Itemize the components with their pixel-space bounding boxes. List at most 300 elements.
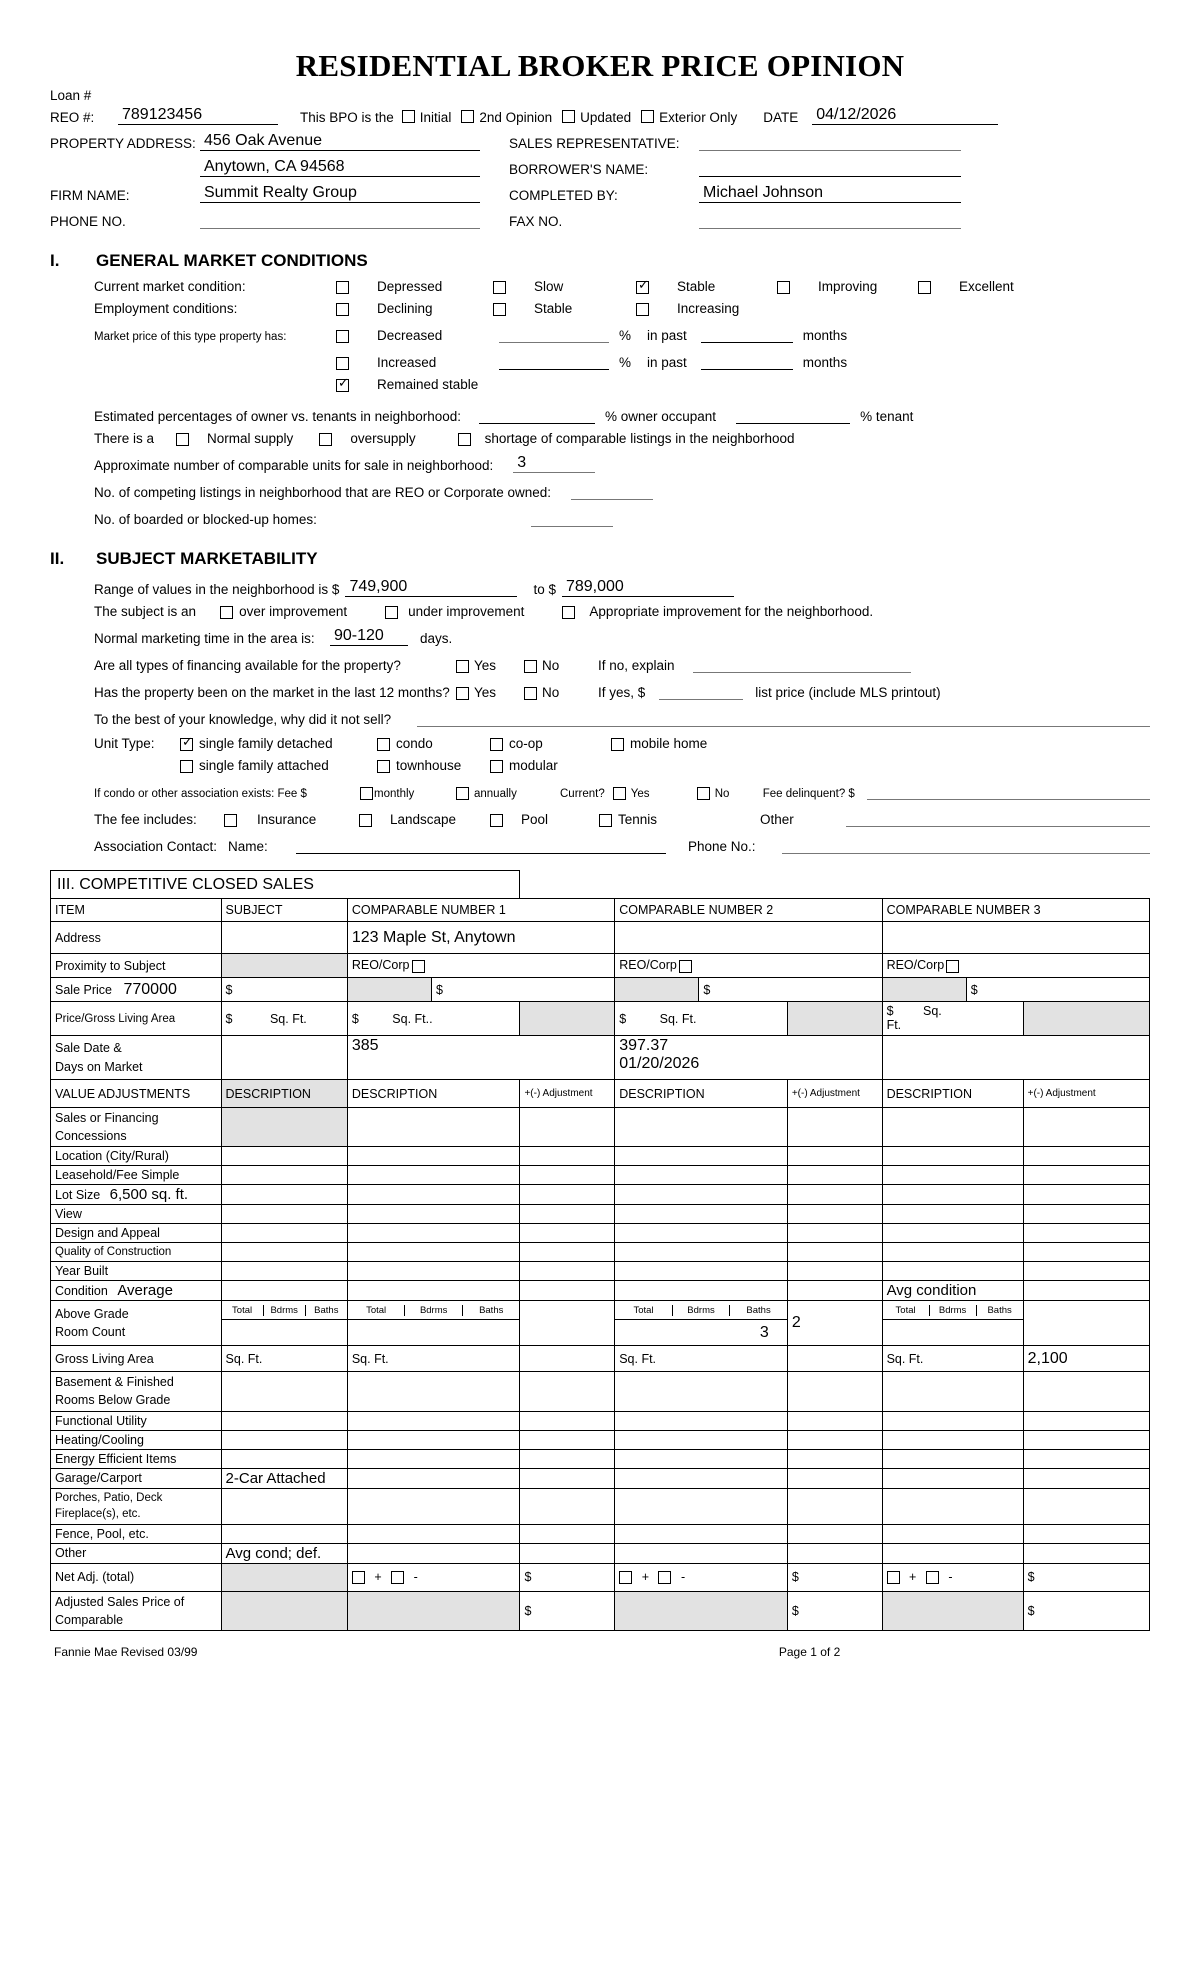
price-gla-c2-cell[interactable]	[615, 1002, 788, 1036]
checkbox-financing-no[interactable]	[524, 660, 537, 673]
net-adj-c3-adj[interactable]	[1023, 1563, 1149, 1591]
borrower-field[interactable]	[699, 157, 961, 177]
heating-c3-desc[interactable]	[882, 1430, 1023, 1449]
basement-subject[interactable]	[221, 1372, 347, 1411]
quality-c3-desc[interactable]	[882, 1243, 1023, 1262]
range-low-field[interactable]	[345, 577, 517, 597]
dollar-adjprice-c3: $	[1027, 1603, 1035, 1618]
yearbuilt-c3-desc[interactable]	[882, 1262, 1023, 1281]
row-label-adjusted-price	[51, 1591, 222, 1630]
proximity-c3-cell[interactable]	[882, 954, 1149, 978]
row-label-other: Other	[51, 1543, 222, 1563]
sales-financing-c3-desc[interactable]	[882, 1108, 1023, 1147]
roomcount-subject-values[interactable]	[221, 1320, 347, 1346]
checkbox-fee-monthly[interactable]	[360, 787, 373, 800]
row-label-heating-cooling: Heating/Cooling	[51, 1430, 222, 1449]
lot-size-c3-adj[interactable]	[1023, 1185, 1149, 1205]
yearbuilt-c2-desc[interactable]	[615, 1262, 788, 1281]
header-block	[50, 88, 1150, 229]
checkbox-oversupply[interactable]	[319, 433, 332, 446]
porches-c3-desc[interactable]	[882, 1488, 1023, 1524]
adj-price-c1-shade	[347, 1591, 520, 1630]
heating-c1-desc[interactable]	[347, 1430, 520, 1449]
marketing-time-field[interactable]	[330, 626, 408, 646]
porches-c2-adj[interactable]	[787, 1488, 882, 1524]
design-c1-desc[interactable]	[347, 1224, 520, 1243]
energy-c1-adj[interactable]	[520, 1449, 615, 1468]
row-label-quality: Quality of Construction	[51, 1243, 222, 1262]
sale-price-subject-cell[interactable]	[221, 978, 347, 1002]
leasehold-c3-desc[interactable]	[882, 1166, 1023, 1185]
sqft-subject: Sq. Ft.	[269, 1011, 307, 1026]
reo-field[interactable]	[118, 105, 278, 125]
energy-c3-desc[interactable]	[882, 1449, 1023, 1468]
leasehold-c3-adj[interactable]	[1023, 1166, 1149, 1185]
checkbox-over-improvement[interactable]	[220, 606, 233, 619]
checkbox-townhouse[interactable]	[377, 760, 390, 773]
fence-c2-adj[interactable]	[787, 1524, 882, 1543]
on-market-label: Has the property been on the market in the last 12 months?	[94, 685, 450, 700]
assoc-name-field[interactable]	[296, 834, 666, 854]
heating-c1-adj[interactable]	[520, 1430, 615, 1449]
functional-subject[interactable]	[221, 1411, 347, 1430]
heating-c3-adj[interactable]	[1023, 1430, 1149, 1449]
approx-comparable-field[interactable]	[513, 453, 595, 473]
sale-price-c1-cell[interactable]	[432, 978, 615, 1002]
view-c2-desc[interactable]	[615, 1205, 788, 1224]
design-subject[interactable]	[221, 1224, 347, 1243]
unit-condo-label: condo	[396, 736, 433, 751]
date-field[interactable]	[812, 105, 998, 125]
fence-c3-desc[interactable]	[882, 1524, 1023, 1543]
fence-subject[interactable]	[221, 1524, 347, 1543]
checkbox-under-improvement[interactable]	[385, 606, 398, 619]
checkbox-net-adj-minus-c3[interactable]	[926, 1571, 939, 1584]
checkbox-updated[interactable]	[562, 110, 575, 123]
adj-price-label-1: Adjusted Sales Price of	[55, 1594, 185, 1609]
sale-price-c2-cell[interactable]	[699, 978, 882, 1002]
condition-c3-adj[interactable]	[1023, 1281, 1149, 1301]
view-subject[interactable]	[221, 1205, 347, 1224]
subject-is-label: The subject is an	[94, 604, 197, 619]
garage-c2-adj[interactable]	[787, 1468, 882, 1488]
lot-size-c1-adj[interactable]	[520, 1185, 615, 1205]
increased-pct-field[interactable]	[499, 350, 609, 370]
quality-subject[interactable]	[221, 1243, 347, 1262]
net-adj-c1-adj[interactable]	[520, 1563, 615, 1591]
sales-financing-subject	[221, 1108, 347, 1147]
checkbox-modular[interactable]	[490, 760, 503, 773]
yearbuilt-c3-adj[interactable]	[1023, 1262, 1149, 1281]
view-c1-adj[interactable]	[520, 1205, 615, 1224]
net-adj-c2-desc[interactable]	[615, 1563, 788, 1591]
checkbox-net-adj-plus-c1[interactable]	[352, 1571, 365, 1584]
other-field[interactable]	[846, 807, 1150, 827]
unit-sfd-label: single family detached	[199, 736, 333, 751]
assoc-phone-field[interactable]	[782, 834, 1150, 854]
mini-bdrms-c1: Bdrms	[405, 1305, 463, 1316]
section-2-heading	[50, 549, 1150, 569]
address-subject-cell[interactable]	[221, 922, 347, 954]
proximity-c1-cell[interactable]	[347, 954, 614, 978]
checkbox-condo[interactable]	[377, 738, 390, 751]
condition-c2-desc[interactable]	[615, 1281, 788, 1301]
condition-c2-adj[interactable]	[787, 1281, 882, 1301]
garage-c1-adj[interactable]	[520, 1468, 615, 1488]
bpo-option-exterior-label: Exterior Only	[659, 110, 738, 125]
garage-c3-adj[interactable]	[1023, 1468, 1149, 1488]
reo-value: 789123456	[122, 106, 203, 123]
functional-c2-adj[interactable]	[787, 1411, 882, 1430]
leasehold-c2-desc[interactable]	[615, 1166, 788, 1185]
price-gla-c2-shade	[787, 1002, 882, 1036]
lot-size-c2-desc[interactable]	[615, 1185, 788, 1205]
leasehold-c2-adj[interactable]	[787, 1166, 882, 1185]
checkbox-stable-market[interactable]	[636, 281, 649, 294]
heating-c2-desc[interactable]	[615, 1430, 788, 1449]
other-c3-desc[interactable]	[882, 1543, 1023, 1563]
porches-c2-desc[interactable]	[615, 1488, 788, 1524]
location-c2-adj[interactable]	[787, 1147, 882, 1166]
dollar-c1: $	[436, 982, 443, 997]
sales-rep-field[interactable]	[699, 131, 961, 151]
checkbox-normal-supply[interactable]	[176, 433, 189, 446]
dollar-adjprice-c1: $	[524, 1603, 532, 1618]
sale-price-c3-cell[interactable]	[966, 978, 1149, 1002]
location-c3-desc[interactable]	[882, 1147, 1023, 1166]
yearbuilt-subject[interactable]	[221, 1262, 347, 1281]
adj-price-c3-adj[interactable]	[1023, 1591, 1149, 1630]
section-2-body	[50, 577, 1150, 854]
checkbox-mobile-home[interactable]	[611, 738, 624, 751]
other-c2-desc[interactable]	[615, 1543, 788, 1563]
address-c1-cell[interactable]: 123 Maple St, Anytown	[347, 922, 614, 954]
sales-financing-c1-adj[interactable]	[520, 1108, 615, 1147]
basement-c2-adj[interactable]	[787, 1372, 882, 1411]
property-address-line2-field[interactable]	[200, 157, 480, 177]
sale-date-c1-cell[interactable]: 385	[347, 1036, 614, 1080]
checkbox-depressed[interactable]	[336, 281, 349, 294]
fax-field[interactable]	[699, 209, 961, 229]
quality-c2-desc[interactable]	[615, 1243, 788, 1262]
gla-c2-adj[interactable]	[787, 1346, 882, 1372]
assoc-name-label: Name:	[228, 839, 268, 854]
condition-c1-desc[interactable]	[347, 1281, 520, 1301]
table-row	[51, 1147, 1150, 1166]
boarded-homes-label: No. of boarded or blocked-up homes:	[94, 512, 317, 527]
checkbox-increased[interactable]	[336, 357, 349, 370]
functional-c3-adj[interactable]	[1023, 1411, 1149, 1430]
yearbuilt-c2-adj[interactable]	[787, 1262, 882, 1281]
adj-price-c2-adj[interactable]	[787, 1591, 882, 1630]
roomcount-c2-adj[interactable]: 2	[787, 1301, 882, 1346]
energy-c2-desc[interactable]	[615, 1449, 788, 1468]
porches-c3-adj[interactable]	[1023, 1488, 1149, 1524]
functional-c1-desc[interactable]	[347, 1411, 520, 1430]
unit-type-row-1	[94, 736, 1150, 751]
checkbox-single-family-attached[interactable]	[180, 760, 193, 773]
net-adj-c1-desc[interactable]	[347, 1563, 520, 1591]
address-c3-cell[interactable]	[882, 922, 1149, 954]
basement-c3-desc[interactable]	[882, 1372, 1023, 1411]
checkbox-exterior-only[interactable]	[641, 110, 654, 123]
checkbox-assoc-current-no[interactable]	[697, 787, 710, 800]
row-label-net-adj: Net Adj. (total)	[51, 1563, 222, 1591]
checkbox-assoc-current-yes[interactable]	[613, 787, 626, 800]
condition-subject[interactable]	[221, 1281, 347, 1301]
checkbox-slow[interactable]	[493, 281, 506, 294]
sale-price-c2-shade	[615, 978, 699, 1002]
option-oversupply-label: oversupply	[350, 431, 416, 446]
porches-subject[interactable]	[221, 1488, 347, 1524]
bpo-option-initial-label: Initial	[419, 110, 452, 125]
why-not-sell-field[interactable]	[417, 707, 1150, 727]
roomcount-c1-values[interactable]	[347, 1320, 520, 1346]
condition-c1-adj[interactable]	[520, 1281, 615, 1301]
quality-c1-desc[interactable]	[347, 1243, 520, 1262]
option-excellent-label: Excellent	[959, 279, 1014, 294]
checkbox-excellent[interactable]	[918, 281, 931, 294]
basement-c1-adj[interactable]	[520, 1372, 615, 1411]
table-row	[51, 1411, 1150, 1430]
financing-explain-field[interactable]	[693, 653, 911, 673]
va-subject-desc: DESCRIPTION	[221, 1080, 347, 1108]
sale-date-c2-cell[interactable]	[615, 1036, 882, 1080]
design-c2-adj[interactable]	[787, 1224, 882, 1243]
checkbox-decreased[interactable]	[336, 330, 349, 343]
checkbox-2nd-opinion[interactable]	[461, 110, 474, 123]
condition-c3-desc[interactable]: Avg condition	[882, 1281, 1023, 1301]
condition-subject-hand: Average	[117, 1282, 173, 1300]
location-c2-desc[interactable]	[615, 1147, 788, 1166]
checkbox-financing-yes[interactable]	[456, 660, 469, 673]
view-c2-adj[interactable]	[787, 1205, 882, 1224]
roomcount-c3-adj[interactable]	[1023, 1301, 1149, 1346]
design-c3-adj[interactable]	[1023, 1224, 1149, 1243]
quality-c2-adj[interactable]	[787, 1243, 882, 1262]
sale-date-subject-cell[interactable]	[221, 1036, 347, 1080]
sales-financing-c2-adj[interactable]	[787, 1108, 882, 1147]
checkbox-appropriate-improvement[interactable]	[562, 606, 575, 619]
other-c3-adj[interactable]	[1023, 1543, 1149, 1563]
financing-explain-label: If no, explain	[598, 658, 675, 673]
gla-c3-desc[interactable]: Sq. Ft.	[882, 1346, 1023, 1372]
fence-c1-desc[interactable]	[347, 1524, 520, 1543]
sales-financing-c3-adj[interactable]	[1023, 1108, 1149, 1147]
location-c1-desc[interactable]	[347, 1147, 520, 1166]
on-market-row	[94, 680, 1150, 700]
checkbox-increasing[interactable]	[636, 303, 649, 316]
checkbox-fee-annually[interactable]	[456, 787, 469, 800]
onmarket-price-field[interactable]	[659, 680, 743, 700]
checkbox-onmarket-no[interactable]	[524, 687, 537, 700]
assoc-fee-label: If condo or other association exists: Fee $	[94, 788, 307, 800]
net-adj-c2-adj[interactable]	[787, 1563, 882, 1591]
energy-c3-adj[interactable]	[1023, 1449, 1149, 1468]
other-c1-adj[interactable]	[520, 1543, 615, 1563]
boarded-homes-field[interactable]	[531, 507, 613, 527]
fence-c3-adj[interactable]	[1023, 1524, 1149, 1543]
increased-months-field[interactable]	[701, 350, 793, 370]
assoc-fee-row	[94, 780, 1150, 800]
table-row	[51, 1205, 1150, 1224]
design-c3-desc[interactable]	[882, 1224, 1023, 1243]
location-c1-adj[interactable]	[520, 1147, 615, 1166]
checkbox-shortage[interactable]	[458, 433, 471, 446]
gla-c1-adj[interactable]	[520, 1346, 615, 1372]
lot-size-c1-desc[interactable]	[347, 1185, 520, 1205]
table-row	[51, 1224, 1150, 1243]
sale-price-c1-shade	[347, 978, 431, 1002]
view-c1-desc[interactable]	[347, 1205, 520, 1224]
heating-c2-adj[interactable]	[787, 1430, 882, 1449]
energy-c1-desc[interactable]	[347, 1449, 520, 1468]
heating-subject[interactable]	[221, 1430, 347, 1449]
porches-label-2: Fireplace(s), etc.	[55, 1508, 141, 1521]
checkbox-reo-corp-c3[interactable]	[946, 960, 959, 973]
yearbuilt-c1-desc[interactable]	[347, 1262, 520, 1281]
quality-c3-adj[interactable]	[1023, 1243, 1149, 1262]
address-c2-cell[interactable]	[615, 922, 882, 954]
adj-price-c1-adj[interactable]	[520, 1591, 615, 1630]
row-label-leasehold: Leasehold/Fee Simple	[51, 1166, 222, 1185]
fee-delinquent-field[interactable]	[867, 780, 1150, 800]
table-row	[51, 1543, 1150, 1563]
checkbox-coop[interactable]	[490, 738, 503, 751]
phone-field[interactable]	[200, 209, 480, 229]
price-gla-c1-cell[interactable]	[347, 1002, 520, 1036]
net-adj-minus-c1: -	[413, 1570, 418, 1585]
increased-months-unit: months	[802, 355, 848, 370]
firm-name-field[interactable]	[200, 183, 480, 203]
checkbox-improving[interactable]	[777, 281, 790, 294]
functional-c1-adj[interactable]	[520, 1411, 615, 1430]
table-title-row	[51, 871, 1150, 899]
adj-price-subject	[221, 1591, 347, 1630]
sale-price-subject-hand: 770000	[123, 980, 177, 998]
lot-size-c3-desc[interactable]	[882, 1185, 1023, 1205]
fence-c2-desc[interactable]	[615, 1524, 788, 1543]
garage-c1-desc[interactable]	[347, 1468, 520, 1488]
onmarket-yes-label: Yes	[474, 685, 497, 700]
location-c3-adj[interactable]	[1023, 1147, 1149, 1166]
dollar-netadj-c2: $	[791, 1570, 799, 1585]
gla-subject[interactable]: Sq. Ft.	[221, 1346, 347, 1372]
checkbox-net-adj-plus-c2[interactable]	[619, 1571, 632, 1584]
garage-c3-desc[interactable]	[882, 1468, 1023, 1488]
gla-c3-adj[interactable]: 2,100	[1023, 1346, 1149, 1372]
decreased-months-field[interactable]	[701, 323, 793, 343]
functional-c3-desc[interactable]	[882, 1411, 1023, 1430]
table-row	[51, 1243, 1150, 1262]
col-subject: SUBJECT	[221, 899, 347, 922]
net-adj-c3-desc[interactable]	[882, 1563, 1023, 1591]
fence-c1-adj[interactable]	[520, 1524, 615, 1543]
other-c2-adj[interactable]	[787, 1543, 882, 1563]
energy-c2-adj[interactable]	[787, 1449, 882, 1468]
checkbox-single-family-detached[interactable]	[180, 738, 193, 751]
checkbox-reo-corp-c1[interactable]	[412, 960, 425, 973]
roomcount-c3-values[interactable]	[882, 1320, 1023, 1346]
range-high-field[interactable]	[562, 577, 734, 597]
porches-c1-adj[interactable]	[520, 1488, 615, 1524]
porches-c1-desc[interactable]	[347, 1488, 520, 1524]
garage-subject[interactable]: 2-Car Attached	[221, 1468, 347, 1488]
design-c2-desc[interactable]	[615, 1224, 788, 1243]
other-c1-desc[interactable]	[347, 1543, 520, 1563]
checkbox-net-adj-plus-c3[interactable]	[887, 1571, 900, 1584]
checkbox-employment-stable[interactable]	[493, 303, 506, 316]
garage-c2-desc[interactable]	[615, 1468, 788, 1488]
location-subject[interactable]	[221, 1147, 347, 1166]
option-normal-supply-label: Normal supply	[207, 431, 294, 446]
gla-c2-desc[interactable]: Sq. Ft.	[615, 1346, 788, 1372]
option-depressed-label: Depressed	[377, 279, 443, 294]
leasehold-subject[interactable]	[221, 1166, 347, 1185]
completed-by-field[interactable]	[699, 183, 961, 203]
checkbox-net-adj-minus-c1[interactable]	[391, 1571, 404, 1584]
functional-c2-desc[interactable]	[615, 1411, 788, 1430]
leasehold-c1-desc[interactable]	[347, 1166, 520, 1185]
sale-date-c3-cell[interactable]	[882, 1036, 1149, 1080]
checkbox-onmarket-yes[interactable]	[456, 687, 469, 700]
checkbox-remained-stable[interactable]	[336, 379, 349, 392]
tenant-field[interactable]	[736, 404, 850, 424]
proximity-subject-cell	[221, 954, 347, 978]
decreased-pct-field[interactable]	[499, 323, 609, 343]
price-gla-c3-cell[interactable]	[882, 1002, 1023, 1036]
checkbox-declining[interactable]	[336, 303, 349, 316]
proximity-c2-cell[interactable]	[615, 954, 882, 978]
checkbox-fee-pool[interactable]	[490, 814, 503, 827]
roomcount-c2-values[interactable]: 3	[615, 1320, 788, 1346]
lot-size-subject[interactable]	[221, 1185, 347, 1205]
checkbox-reo-corp-c2[interactable]	[679, 960, 692, 973]
view-c3-desc[interactable]	[882, 1205, 1023, 1224]
basement-c2-desc[interactable]	[615, 1372, 788, 1411]
lot-size-c2-adj[interactable]	[787, 1185, 882, 1205]
adj-price-c3-shade	[882, 1591, 1023, 1630]
checkbox-fee-insurance[interactable]	[224, 814, 237, 827]
view-c3-adj[interactable]	[1023, 1205, 1149, 1224]
property-address-line1-field[interactable]	[200, 131, 480, 151]
ft-c3: Ft.	[886, 1017, 902, 1032]
sales-financing-c2-desc[interactable]	[615, 1108, 788, 1147]
basement-c3-adj[interactable]	[1023, 1372, 1149, 1411]
mini-header-subject	[221, 1301, 347, 1320]
basement-c1-desc[interactable]	[347, 1372, 520, 1411]
quality-c1-adj[interactable]	[520, 1243, 615, 1262]
roomcount-c1-adj[interactable]	[520, 1301, 615, 1346]
gla-c1-desc[interactable]: Sq. Ft.	[347, 1346, 520, 1372]
checkbox-fee-tennis[interactable]	[599, 814, 612, 827]
checkbox-initial[interactable]	[402, 110, 415, 123]
leasehold-c1-adj[interactable]	[520, 1166, 615, 1185]
competing-listings-field[interactable]	[571, 480, 653, 500]
other-subject[interactable]: Avg cond; def.	[221, 1543, 347, 1563]
energy-subject[interactable]	[221, 1449, 347, 1468]
price-gla-subject-cell[interactable]	[221, 1002, 347, 1036]
option-appropriate-improvement-label: Appropriate improvement for the neighborhood.	[589, 604, 874, 619]
owner-occupant-field[interactable]	[479, 404, 595, 424]
increased-inpast-label: in past	[647, 355, 687, 370]
dollar-gla-c2: $	[619, 1011, 627, 1026]
checkbox-fee-landscape[interactable]	[359, 814, 372, 827]
sales-financing-c1-desc[interactable]	[347, 1108, 520, 1147]
yearbuilt-c1-adj[interactable]	[520, 1262, 615, 1281]
design-c1-adj[interactable]	[520, 1224, 615, 1243]
checkbox-net-adj-minus-c2[interactable]	[658, 1571, 671, 1584]
